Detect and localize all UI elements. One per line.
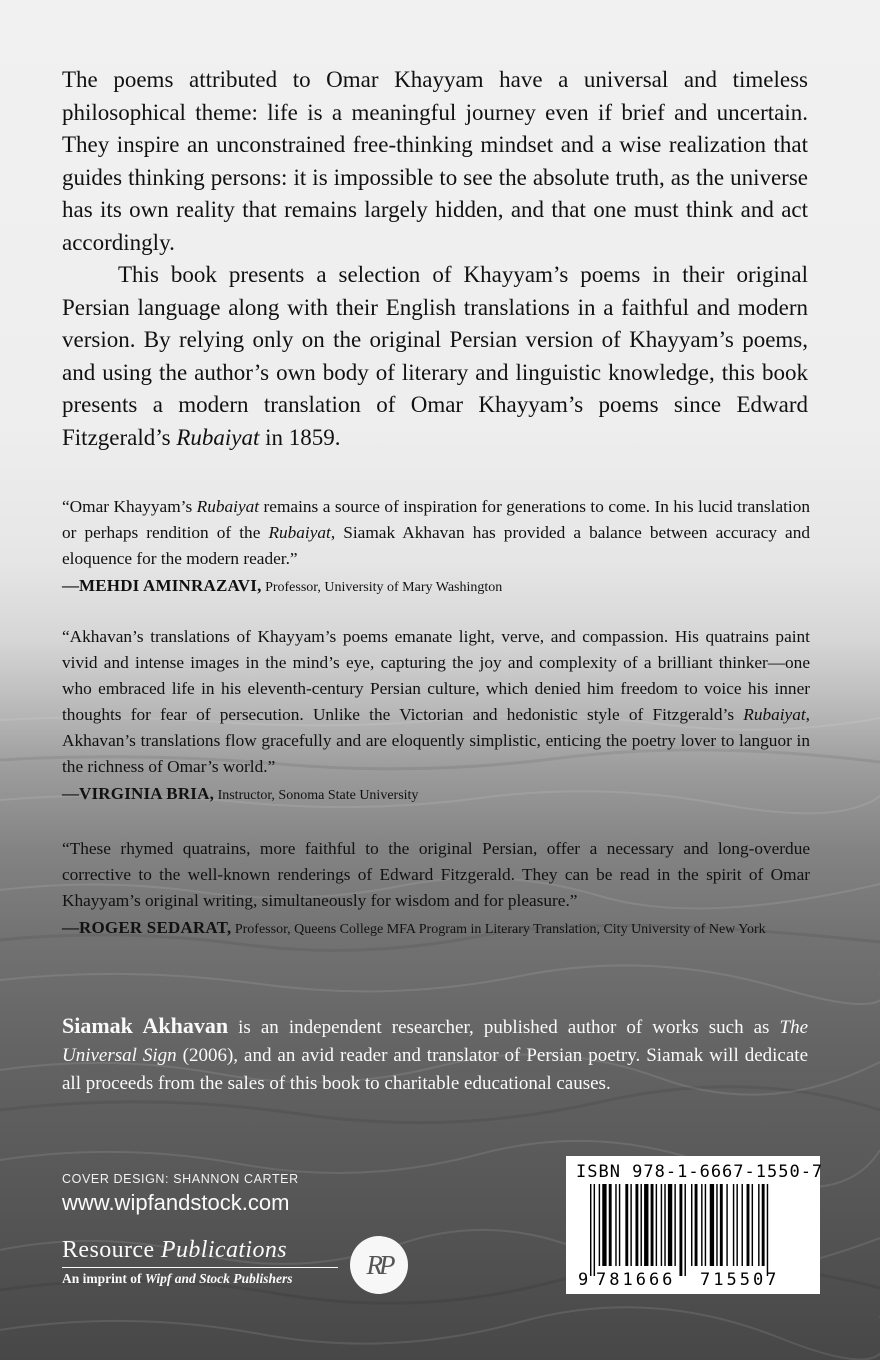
barcode-bar [710, 1184, 714, 1266]
barcode-bar [679, 1184, 682, 1276]
bio-text: is an independent researcher, published author of works such as [228, 1017, 780, 1038]
bio-book-title: The Universal Sign [62, 1017, 808, 1066]
endorsement-attribution [62, 918, 810, 940]
barcode-bar [733, 1184, 734, 1266]
book-title-rubaiyat: Rubaiyat [176, 424, 260, 450]
barcode-bar [716, 1184, 717, 1266]
barcode-digits-left: 781666 [596, 1270, 676, 1288]
barcode-bar [615, 1184, 616, 1266]
endorsement-attribution [62, 576, 810, 598]
quote-text: “Omar Khayyam’s [62, 497, 197, 516]
barcode-bar [691, 1184, 692, 1266]
author-bio [62, 1012, 808, 1098]
barcode-bar [742, 1184, 743, 1266]
barcode-bar [664, 1184, 665, 1266]
endorsement-aminrazavi [62, 494, 810, 598]
isbn-barcode [566, 1156, 824, 1294]
quote-italic: Rubaiyat [268, 523, 331, 542]
quote-text: , Akhavan’s translations flow gracefully and are eloquently simplistic, enticing the poetry lover to languor in the richness of Omar’s world.” [62, 705, 810, 776]
endorser-name: MEHDI AMINRAZAVI, [79, 576, 262, 595]
description-text: in 1859. [259, 424, 341, 450]
barcode-graphic [576, 1184, 810, 1288]
em-dash: — [62, 576, 79, 595]
endorser-affiliation: Professor, University of Mary Washington [261, 580, 503, 595]
endorsement-text [62, 624, 810, 780]
barcode-bar [736, 1184, 737, 1266]
endorsement-bria [62, 624, 810, 806]
rp-logo-icon [350, 1236, 408, 1294]
barcode-bar [720, 1184, 723, 1266]
cover-design-credit: COVER DESIGN: SHANNON CARTER [62, 1172, 299, 1186]
barcode-bar [609, 1184, 612, 1266]
barcode-bar [625, 1184, 628, 1266]
endorser-affiliation: Instructor, Sonoma State University [214, 788, 419, 803]
publisher-name-regular: Resource [62, 1237, 161, 1263]
endorser-name: ROGER SEDARAT, [79, 918, 232, 937]
barcode-bar [602, 1184, 606, 1266]
barcode-bar [726, 1184, 727, 1266]
barcode-bar [695, 1184, 698, 1266]
barcode-bar [644, 1184, 648, 1266]
barcode-bar [656, 1184, 657, 1266]
endorser-affiliation: Professor, Queens College MFA Program in Literary Translation, City University of New York [231, 922, 766, 937]
quote-text: “Akhavan’s translations of Khayyam’s poems emanate light, verve, and compassion. His quatrains paint vivid and intense images in the mind’s eye, capturing the joy and complexity of a brilliant thinker—one who embraced life in his eleventh-century Persian culture, which denied him freedom to voice his inner thoughts for fear of persecution. Unlike the Victorian and hedonistic style of Fitzgerald’s [62, 627, 810, 724]
em-dash: — [62, 784, 79, 803]
isbn-label: ISBN 978-1-6667-1550-7 [576, 1162, 824, 1182]
description-paragraph-1: The poems attributed to Omar Khayyam have a universal and timeless philosophical theme: life is a meaningful journey even if brief and uncertain. They inspire an unconstrained free-thinking mindset and a wise realization that guides thinking persons: it is impossible to see the absolute truth, as the universe has its own reality that remains largely hidden, and that one must think and act accordingly. [62, 67, 808, 255]
barcode-bar [590, 1184, 591, 1276]
endorsement-sedarat [62, 836, 810, 940]
logo-text: RP [366, 1249, 392, 1280]
barcode-bar [599, 1184, 600, 1266]
endorser-name: VIRGINIA BRIA, [79, 784, 215, 803]
description-paragraph-2 [62, 259, 808, 454]
endorsement-text [62, 494, 810, 572]
barcode-digits-right: 715507 [700, 1270, 780, 1288]
barcode-bar [668, 1184, 672, 1266]
barcode-bar [661, 1184, 662, 1266]
barcode-bar [758, 1184, 759, 1266]
quote-italic: Rubaiyat [196, 497, 260, 516]
author-name: Siamak Akhavan [62, 1013, 229, 1038]
book-description [62, 64, 808, 454]
bio-text: (2006), and an avid reader and translator of Persian poetry. Siamak will dedicate all proceeds from the sales of this book to charitable educational causes. [62, 1045, 808, 1094]
quote-italic: Rubaiyat [743, 705, 806, 724]
barcode-bar [651, 1184, 654, 1266]
barcode-bar [630, 1184, 631, 1266]
endorsement-text [62, 836, 810, 914]
barcode-bar [641, 1184, 642, 1266]
quote-text: remains a source of inspiration for generations to come. In his lucid translation or perhaps rendition of the [62, 497, 810, 542]
endorsement-attribution [62, 784, 810, 806]
description-text: This book presents a selection of Khayyam’s poems in their original Persian language along with their English translations in a faithful and modern version. By relying only on the original Persian version of Khayyam’s poems, and using the author’s own body of literary and linguistic knowledge, this book presents a modern translation of Omar Khayyam’s poems since Edward Fitzgerald’s [62, 262, 808, 450]
publisher-divider [62, 1267, 338, 1268]
imprint-line [62, 1271, 338, 1287]
barcode-bar [767, 1184, 768, 1276]
barcode-bar [619, 1184, 620, 1266]
barcode-bar [705, 1184, 706, 1266]
imprint-text: An imprint of [62, 1271, 145, 1286]
barcode-bar [594, 1184, 595, 1276]
publisher-name-italic: Publications [160, 1237, 288, 1263]
imprint-publisher: Wipf and Stock Publishers [144, 1271, 293, 1286]
publisher-website-link[interactable]: www.wipfandstock.com [62, 1190, 290, 1215]
quote-text: , Siamak Akhavan has provided a balance between accuracy and eloquence for the modern reader.” [62, 523, 810, 568]
barcode-bar [747, 1184, 750, 1266]
barcode-bar [762, 1184, 765, 1266]
publisher-block [62, 1236, 338, 1287]
barcode-digit-first: 9 [578, 1270, 589, 1288]
barcode-bar [701, 1184, 702, 1266]
barcode-bar [685, 1184, 686, 1276]
barcode-bar [635, 1184, 638, 1266]
quote-text: “These rhymed quatrains, more faithful to the original Persian, offer a necessary and long-overdue corrective to the well-known renderings of Edward Fitzgerald. They can be read in the spirit of Omar Khayyam’s original writing, simultaneously for wisdom and for pleasure.” [62, 839, 810, 910]
em-dash: — [62, 918, 79, 937]
barcode-bar [674, 1184, 675, 1266]
barcode-bar [752, 1184, 753, 1266]
publisher-name [62, 1236, 338, 1264]
